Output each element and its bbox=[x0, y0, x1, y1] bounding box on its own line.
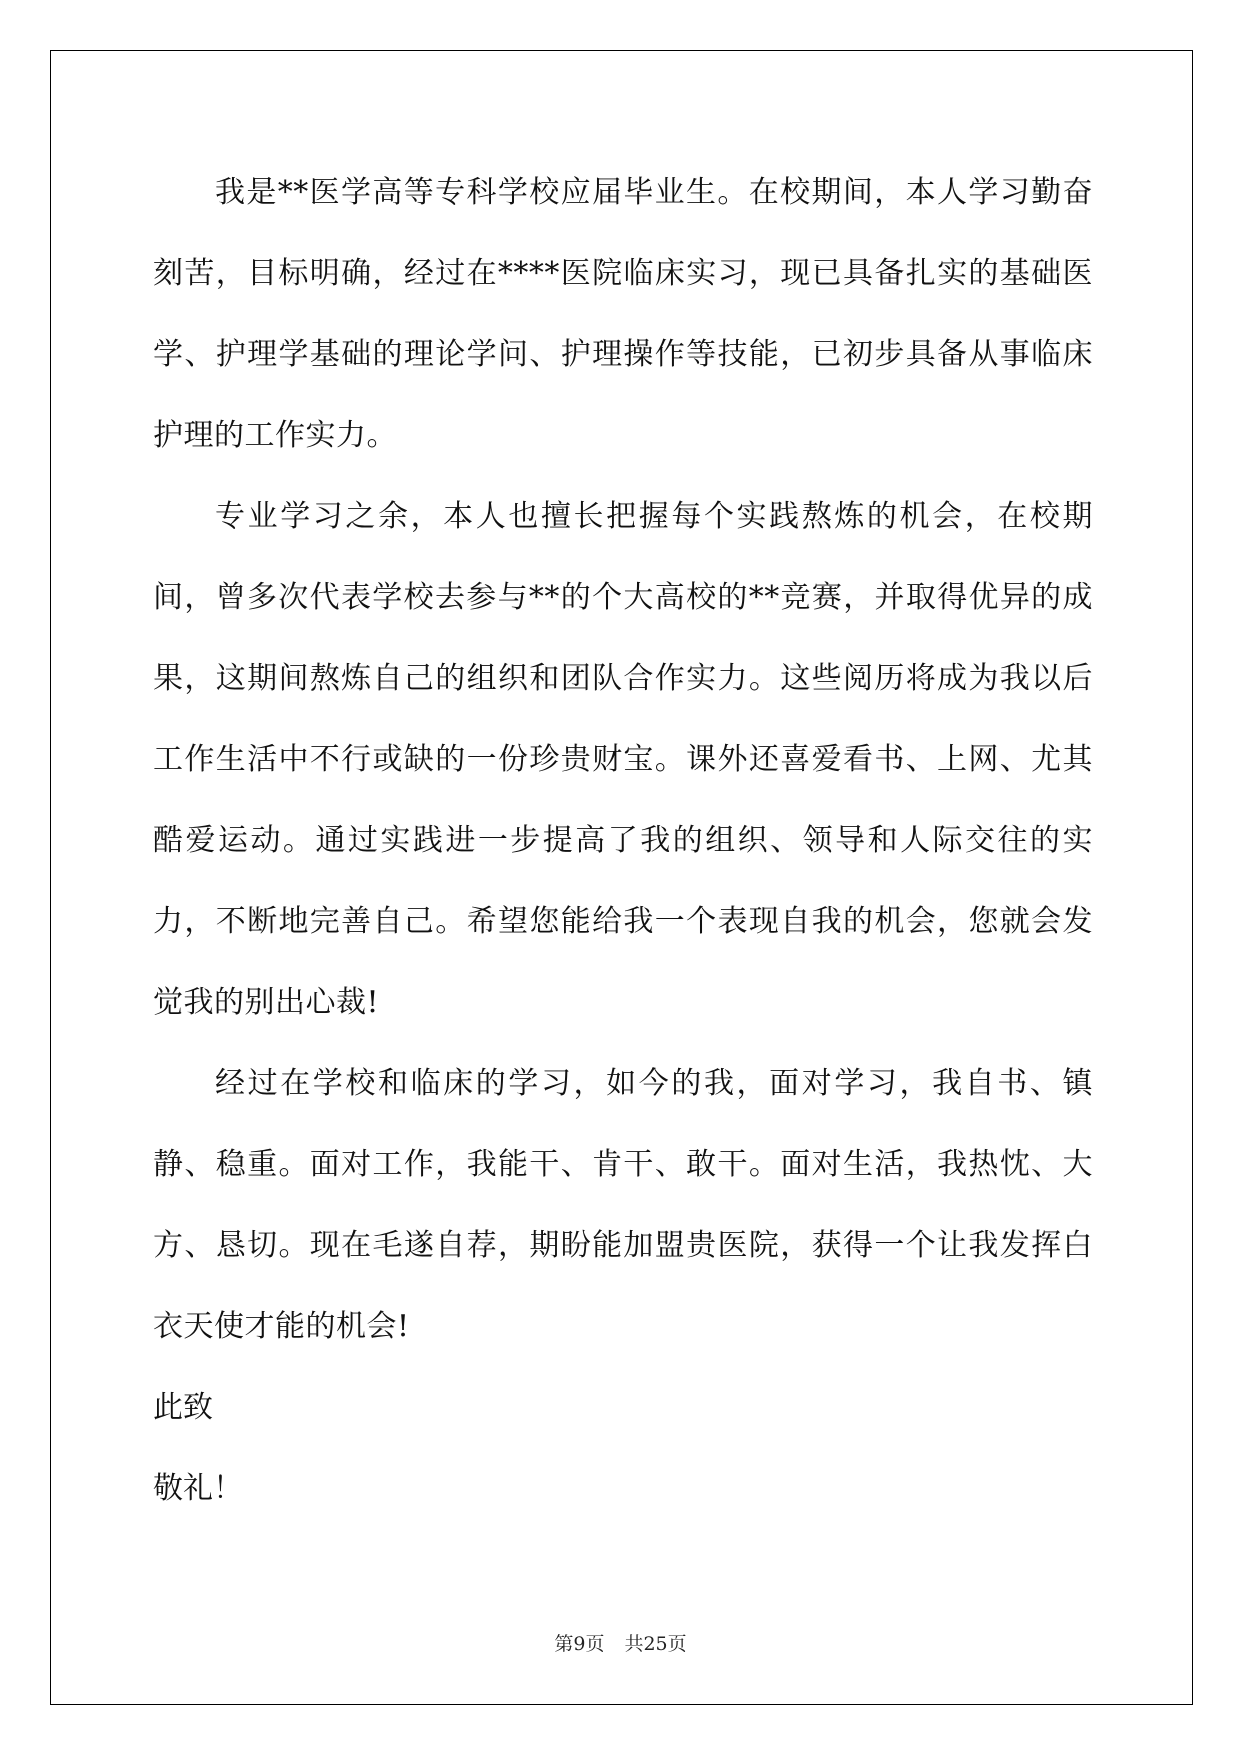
paragraph-intro: 我是**医学高等专科学校应届毕业生。在校期间，本人学习勤奋刻苦，目标明确，经过在****医院临床实习，现已具备扎实的基础医学、护理学基础的理论学问、护理操作等技能，已初步具备从事临床护理的工作实力。 bbox=[153, 175, 1093, 453]
closing-regards: 敬礼！ bbox=[153, 1471, 243, 1506]
page-footer bbox=[0, 1632, 1241, 1656]
paragraph-conclusion: 经过在学校和临床的学习，如今的我，面对学习，我自书、镇静、稳重。面对工作，我能干、肯干、敢干。面对生活，我热忱、大方、恳切。现在毛遂自荐，期盼能加盟贵医院，获得一个让我发挥白衣天使才能的机会! bbox=[153, 1066, 1093, 1344]
page-number-total: 共25页 bbox=[624, 1633, 687, 1655]
closing-salutation: 此致 bbox=[153, 1390, 213, 1425]
letter-body bbox=[153, 152, 1093, 1529]
paragraph-activities: 专业学习之余，本人也擅长把握每个实践熬炼的机会，在校期间，曾多次代表学校去参与**的个大高校的**竞赛，并取得优异的成果，这期间熬炼自己的组织和团队合作实力。这些阅历将成为我以后工作生活中不行或缺的一份珍贵财宝。课外还喜爱看书、上网、尤其酷爱运动。通过实践进一步提高了我的组织、领导和人际交往的实力，不断地完善自己。希望您能给我一个表现自我的机会，您就会发觉我的别出心裁! bbox=[153, 499, 1093, 1020]
page-number-current: 第9页 bbox=[554, 1633, 605, 1655]
